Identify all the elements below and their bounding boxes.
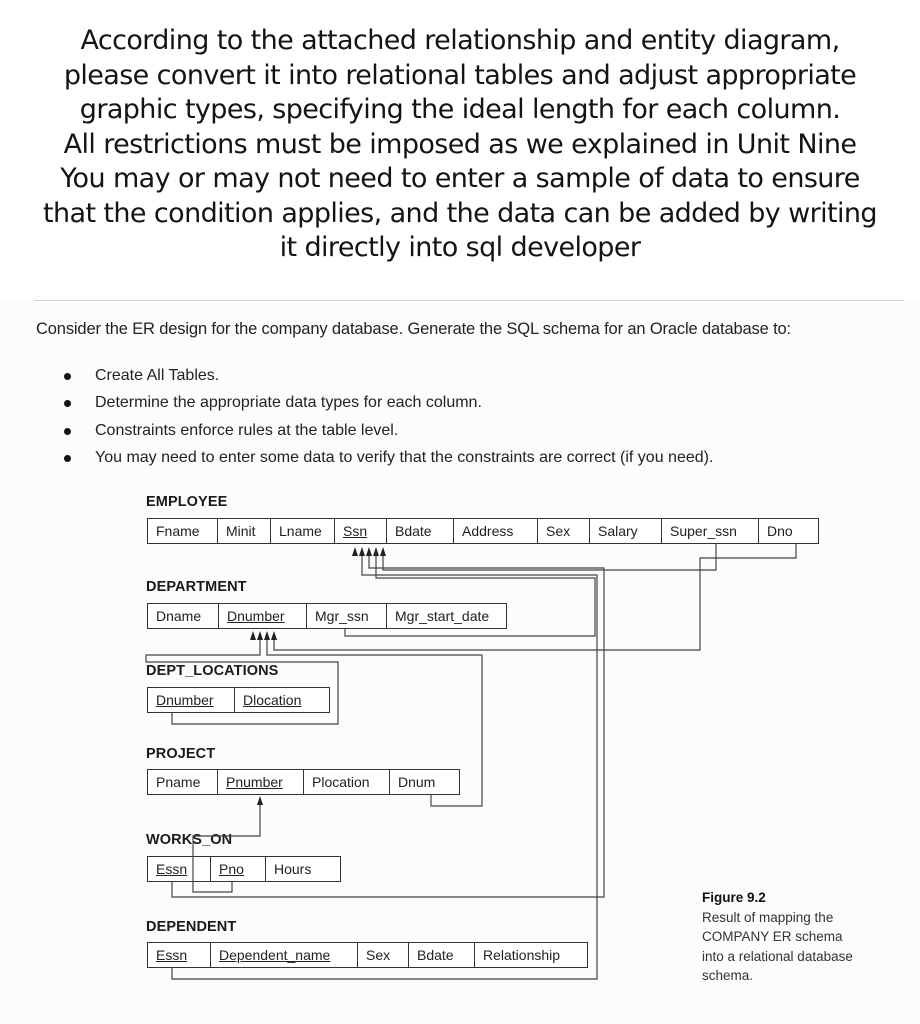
department-column-mgr-start-date: Mgr_start_date	[395, 608, 490, 624]
works-on-column-pno-pk: Pno	[211, 857, 266, 881]
arrowhead	[373, 547, 379, 556]
department-column-dname: Dname	[148, 604, 219, 628]
project-column-pnumber-pk: Pnumber	[218, 770, 304, 794]
dependent-column-relationship: Relationship	[483, 947, 561, 963]
figure-caption	[702, 888, 853, 986]
department-table-name: DEPARTMENT	[146, 579, 247, 595]
question-line: You may or may not need to enter a sample of data to ensure	[60, 163, 860, 194]
task-item: You may need to enter some data to verify that the constraints are correct (if you need).	[62, 448, 713, 475]
employee-column-fname: Fname	[148, 519, 218, 543]
question-line: that the condition applies, and the data can be added by writing	[43, 197, 877, 229]
employee-table-name: EMPLOYEE	[146, 494, 228, 510]
employee-column-super-ssn: Super_ssn	[662, 519, 759, 543]
project-column-pname: Pname	[148, 770, 218, 794]
arrowhead	[352, 547, 358, 556]
dependent-table-name: DEPENDENT	[146, 919, 237, 935]
employee-column-dno: Dno	[767, 523, 793, 539]
department-column-dnumber-pk: Dnumber	[219, 604, 307, 628]
works-on-table-name: WORKS_ON	[146, 832, 233, 848]
arrowhead	[380, 547, 386, 556]
fk-line-dept-locations-dnumber	[146, 633, 338, 724]
arrowhead	[257, 796, 263, 805]
arrowhead	[250, 631, 256, 640]
department-column-mgr-ssn: Mgr_ssn	[307, 604, 387, 628]
task-item: Determine the appropriate data types for each column.	[62, 393, 713, 420]
task-item: Constraints enforce rules at the table level.	[62, 421, 713, 448]
question-line: graphic types, specifying the ideal length for each column.	[79, 94, 841, 125]
fk-line-pno	[193, 798, 260, 892]
fk-line-dno	[274, 544, 796, 650]
employee-column-sex: Sex	[538, 519, 590, 543]
employee-column-salary: Salary	[590, 519, 662, 543]
works-on-column-essn-pk: Essn	[148, 857, 211, 881]
project-column-dnum: Dnum	[398, 774, 436, 790]
slide-intro: Consider the ER design for the company database. Generate the SQL schema for an Oracle database to:	[36, 320, 791, 338]
arrowhead	[271, 631, 277, 640]
dept-locations-column-dlocation-pk: Dlocation	[243, 692, 302, 708]
task-item: Create All Tables.	[62, 366, 713, 393]
arrowhead	[264, 631, 270, 640]
arrowhead	[257, 631, 263, 640]
employee-column-bdate: Bdate	[387, 519, 454, 543]
fk-line-works-on-essn	[172, 549, 604, 897]
figure-caption-line: schema.	[702, 968, 754, 983]
employee-column-ssn-pk: Ssn	[335, 519, 387, 543]
figure-caption-line: Result of mapping the	[702, 909, 834, 925]
employee-column-lname: Lname	[271, 519, 335, 543]
arrowhead	[366, 547, 372, 556]
question-line: please convert it into relational tables and adjust appropriate	[63, 59, 857, 91]
works-on-column-hours: Hours	[274, 861, 312, 877]
question-line: it directly into sql developer	[279, 232, 641, 263]
figure-title: Figure 9.2	[702, 890, 766, 905]
fk-line-super-ssn	[383, 544, 716, 570]
employee-column-minit: Minit	[218, 519, 271, 543]
fk-line-dependent-essn	[172, 549, 597, 979]
figure-caption-line: into a relational database	[702, 948, 853, 964]
dept-locations-table-name: DEPT_LOCATIONS	[146, 663, 279, 679]
question-line: All restrictions must be imposed as we explained in Unit Nine	[63, 128, 857, 160]
project-table-name: PROJECT	[146, 746, 216, 762]
dept-locations-column-dnumber-pk: Dnumber	[148, 688, 235, 712]
arrowhead	[359, 547, 365, 556]
fk-line-project-dnum	[267, 633, 482, 806]
dependent-column-dependent-name-pk: Dependent_name	[211, 943, 358, 967]
question-line: According to the attached relationship and entity diagram,	[80, 25, 840, 56]
project-column-plocation: Plocation	[304, 770, 390, 794]
figure-caption-line: COMPANY ER schema	[702, 929, 843, 944]
dependent-column-sex: Sex	[358, 943, 409, 967]
dependent-column-essn-pk: Essn	[148, 943, 211, 967]
employee-column-address: Address	[454, 519, 538, 543]
dependent-column-bdate: Bdate	[409, 943, 475, 967]
